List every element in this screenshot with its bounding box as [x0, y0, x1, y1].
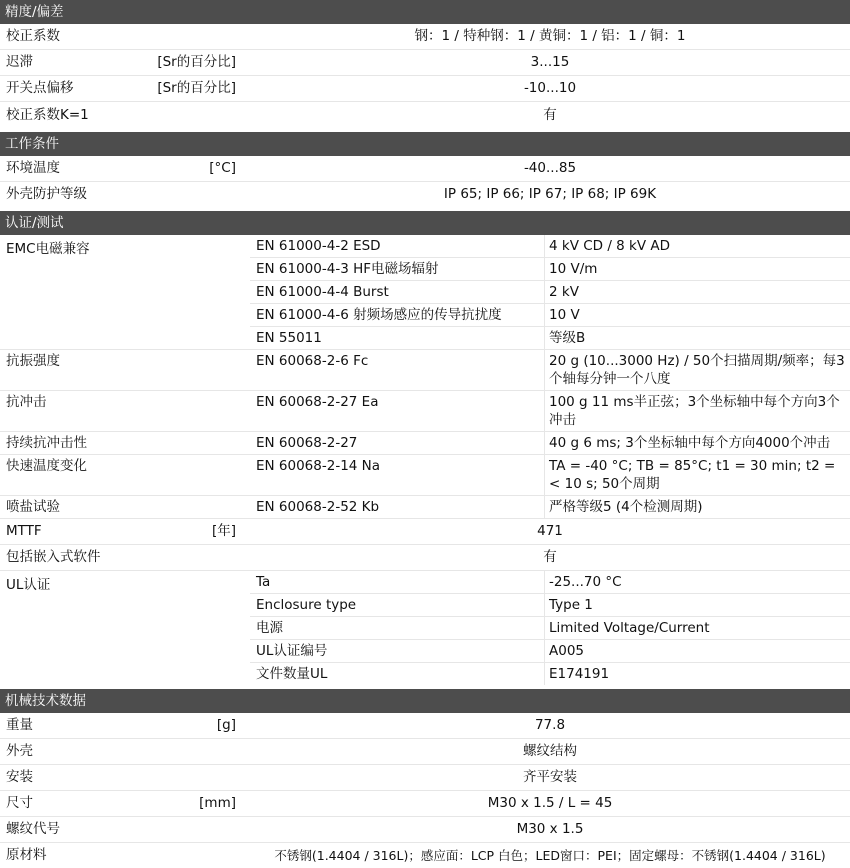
spec-row	[0, 791, 850, 817]
spec-name: 重量	[6, 717, 33, 733]
spec-row	[0, 713, 850, 739]
spec-row	[0, 391, 850, 432]
ul-key: 文件数量UL	[256, 666, 328, 682]
spec-row	[0, 496, 850, 519]
emc-row	[250, 258, 850, 281]
standard-name: EN 55011	[256, 330, 322, 346]
spec-row	[0, 843, 850, 868]
spec-value: -10...10	[523, 80, 577, 96]
ul-value: -25...70 °C	[544, 571, 850, 593]
spec-value: 有	[543, 549, 557, 565]
section-header-mechanical: 机械技术数据	[0, 689, 850, 713]
spec-row	[0, 182, 850, 207]
spec-row	[0, 765, 850, 791]
spec-name: 开关点偏移	[6, 80, 74, 96]
spec-name: 包括嵌入式软件	[6, 549, 101, 565]
spec-name: EMC电磁兼容	[6, 241, 90, 257]
spec-row	[0, 455, 850, 496]
ul-row	[250, 594, 850, 617]
ul-row	[250, 663, 850, 685]
spec-row	[0, 24, 850, 50]
spec-value: 77.8	[534, 717, 566, 733]
standard-value: 4 kV CD / 8 kV AD	[544, 235, 850, 257]
emc-row	[250, 327, 850, 349]
standard-value: 20 g (10...3000 Hz) / 50个扫描周期/频率；每3个轴每分钟一个八度	[544, 350, 850, 390]
standard-name: EN 60068-2-14 Na	[256, 458, 381, 474]
ul-group	[0, 571, 850, 685]
spec-name: 校正系数K=1	[6, 107, 89, 123]
spec-value: 不锈钢(1.4404 / 316L)；感应面：LCP 白色；LED窗口：PEI；固定螺母：不锈钢(1.4404 / 316L)	[274, 848, 826, 863]
ul-row	[250, 617, 850, 640]
standard-value: 10 V/m	[544, 258, 850, 280]
spec-unit: [Sr的百分比]	[157, 54, 236, 70]
emc-row	[250, 281, 850, 304]
spec-name: UL认证	[6, 577, 51, 593]
standard-name: EN 61000-4-4 Burst	[256, 284, 389, 300]
spec-value: 3...15	[530, 54, 570, 70]
spec-row	[0, 350, 850, 391]
ul-row	[250, 640, 850, 663]
spec-value: M30 x 1.5	[516, 821, 584, 837]
standard-value: 2 kV	[544, 281, 850, 303]
spec-value: -40...85	[523, 160, 577, 176]
standard-name: EN 61000-4-6 射频场感应的传导抗扰度	[256, 307, 502, 323]
spec-name: 尺寸	[6, 795, 33, 811]
spec-unit: [Sr的百分比]	[157, 80, 236, 96]
spec-name: 抗冲击	[6, 394, 47, 410]
spec-value: 齐平安装	[523, 769, 577, 785]
standard-value: 40 g 6 ms; 3个坐标轴中每个方向4000个冲击	[544, 432, 850, 454]
spec-value: 螺纹结构	[523, 743, 577, 759]
spec-name: 持续抗冲击性	[6, 435, 87, 451]
spec-value: 471	[537, 523, 563, 539]
standard-name: EN 61000-4-2 ESD	[256, 238, 381, 254]
spec-name: 抗振强度	[6, 353, 60, 369]
standard-name: EN 61000-4-3 HF电磁场辐射	[256, 261, 439, 277]
section-header-operating: 工作条件	[0, 132, 850, 156]
ul-key: Ta	[256, 574, 271, 590]
standard-name: EN 60068-2-6 Fc	[256, 353, 369, 369]
spec-row	[0, 545, 850, 571]
standard-name: EN 60068-2-52 Kb	[256, 499, 380, 515]
spec-unit: [g]	[216, 717, 236, 733]
spec-name: MTTF	[6, 523, 42, 539]
standard-value: 10 V	[544, 304, 850, 326]
ul-key: UL认证编号	[256, 643, 328, 659]
standard-name: EN 60068-2-27	[256, 435, 358, 451]
spec-unit: [°C]	[209, 160, 236, 176]
spec-name: 喷盐试验	[6, 499, 60, 515]
spec-name: 环境温度	[6, 160, 60, 176]
standard-value: 严格等级5 (4个检测周期)	[544, 496, 850, 518]
spec-row	[0, 102, 850, 128]
spec-row	[0, 817, 850, 843]
ul-key: 电源	[256, 620, 283, 636]
spec-unit: [年]	[211, 523, 236, 539]
spec-name: 外壳防护等级	[6, 186, 87, 202]
spec-name: 原材料	[6, 847, 47, 863]
ul-row	[250, 571, 850, 594]
ul-key: Enclosure type	[256, 597, 357, 613]
ul-value: E174191	[544, 663, 850, 685]
spec-name: 外壳	[6, 743, 33, 759]
spec-value: M30 x 1.5 / L = 45	[487, 795, 613, 811]
standard-name: EN 60068-2-27 Ea	[256, 394, 379, 410]
ul-value: Limited Voltage/Current	[544, 617, 850, 639]
ul-value: A005	[544, 640, 850, 662]
spec-value: 钢：1 / 特种钢：1 / 黄铜：1 / 铝：1 / 铜：1	[414, 28, 686, 44]
standard-value: TA = -40 °C; TB = 85°C; t1 = 30 min; t2 = < 10 s; 50个周期	[544, 455, 850, 495]
spec-row	[0, 739, 850, 765]
spec-value: IP 65; IP 66; IP 67; IP 68; IP 69K	[443, 186, 657, 202]
ul-value: Type 1	[544, 594, 850, 616]
spec-name: 螺纹代号	[6, 821, 60, 837]
spec-row	[0, 76, 850, 102]
spec-name: 迟滞	[6, 54, 33, 70]
standard-value: 100 g 11 ms半正弦；3个坐标轴中每个方向3个冲击	[544, 391, 850, 431]
spec-name: 安装	[6, 769, 33, 785]
spec-value: 有	[543, 107, 557, 123]
emc-row	[250, 235, 850, 258]
spec-name: 校正系数	[6, 28, 60, 44]
section-header-precision: 精度/偏差	[0, 0, 850, 24]
section-header-tests: 认证/测试	[0, 211, 850, 235]
spec-row	[0, 432, 850, 455]
spec-row	[0, 156, 850, 182]
standard-value: 等级B	[544, 327, 850, 349]
spec-row	[0, 519, 850, 545]
emc-group	[0, 235, 850, 350]
emc-row	[250, 304, 850, 327]
spec-row	[0, 50, 850, 76]
spec-unit: [mm]	[199, 795, 236, 811]
spec-name: 快速温度变化	[6, 458, 87, 474]
